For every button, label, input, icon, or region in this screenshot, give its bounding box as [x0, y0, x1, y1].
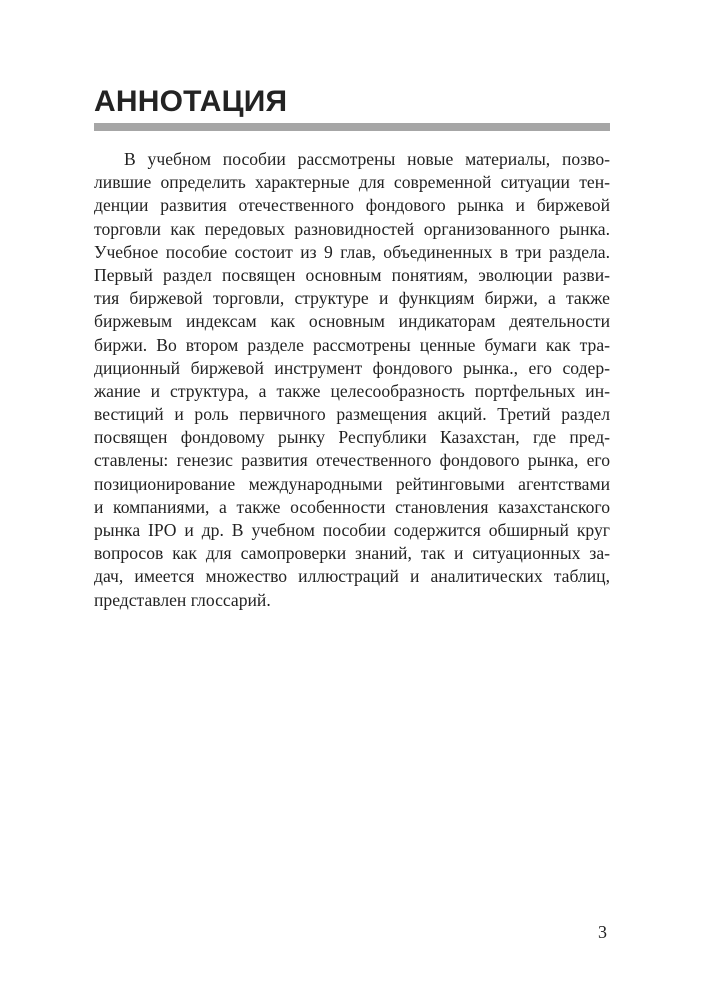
- paragraph-line: лившие определить характерные для современной ситуации тен-: [94, 172, 610, 193]
- paragraph-line: торговли как передовых разновидностей организованного рынка.: [94, 218, 610, 239]
- annotation-paragraph: [94, 148, 610, 612]
- paragraph-line: рынка IPO и др. В учебном пособии содержится обширный круг: [94, 520, 610, 540]
- paragraph-line: жание и структура, а также целесообразность портфельных ин-: [94, 380, 610, 401]
- paragraph-line: представлен глоссарий.: [94, 589, 271, 610]
- paragraph-line: денции развития отечественного фондового рынка и биржевой: [94, 195, 610, 216]
- paragraph-line: Первый раздел посвящен основным понятиям, эволюции разви-: [94, 264, 610, 285]
- paragraph-line: вестиций и роль первичного размещения акций. Третий раздел: [94, 404, 610, 425]
- paragraph-line: диционный биржевой инструмент фондового рынка., его содер-: [94, 357, 610, 378]
- paragraph-line: и компаниями, а также особенности становления казахстанского: [94, 496, 610, 517]
- paragraph-line: дач, имеется множество иллюстраций и аналитических таблиц,: [94, 566, 610, 587]
- paragraph-line: В учебном пособии рассмотрены новые материалы, позво-: [124, 149, 610, 169]
- paragraph-line: вопросов как для самопроверки знаний, так и ситуационных за-: [94, 543, 610, 564]
- heading-underline-divider: [94, 123, 610, 131]
- paragraph-line: тия биржевой торговли, структуре и функциям биржи, а также: [94, 288, 610, 309]
- page-number: 3: [598, 922, 607, 942]
- paragraph-line: позиционирование международными рейтинговыми агентствами: [94, 473, 610, 494]
- paragraph-line: биржевым индексам как основным индикаторам деятельности: [94, 311, 610, 332]
- paragraph-line: посвящен фондовому рынку Республики Казахстан, где пред-: [94, 427, 610, 448]
- paragraph-line: Учебное пособие состоит из 9 глав, объединенных в три раздела.: [94, 241, 610, 262]
- paragraph-line: ставлены: генезис развития отечественного фондового рынка, его: [94, 450, 610, 471]
- page-title: АННОТАЦИЯ: [94, 85, 288, 118]
- paragraph-line: биржи. Во втором разделе рассмотрены ценные бумаги как тра-: [94, 334, 610, 355]
